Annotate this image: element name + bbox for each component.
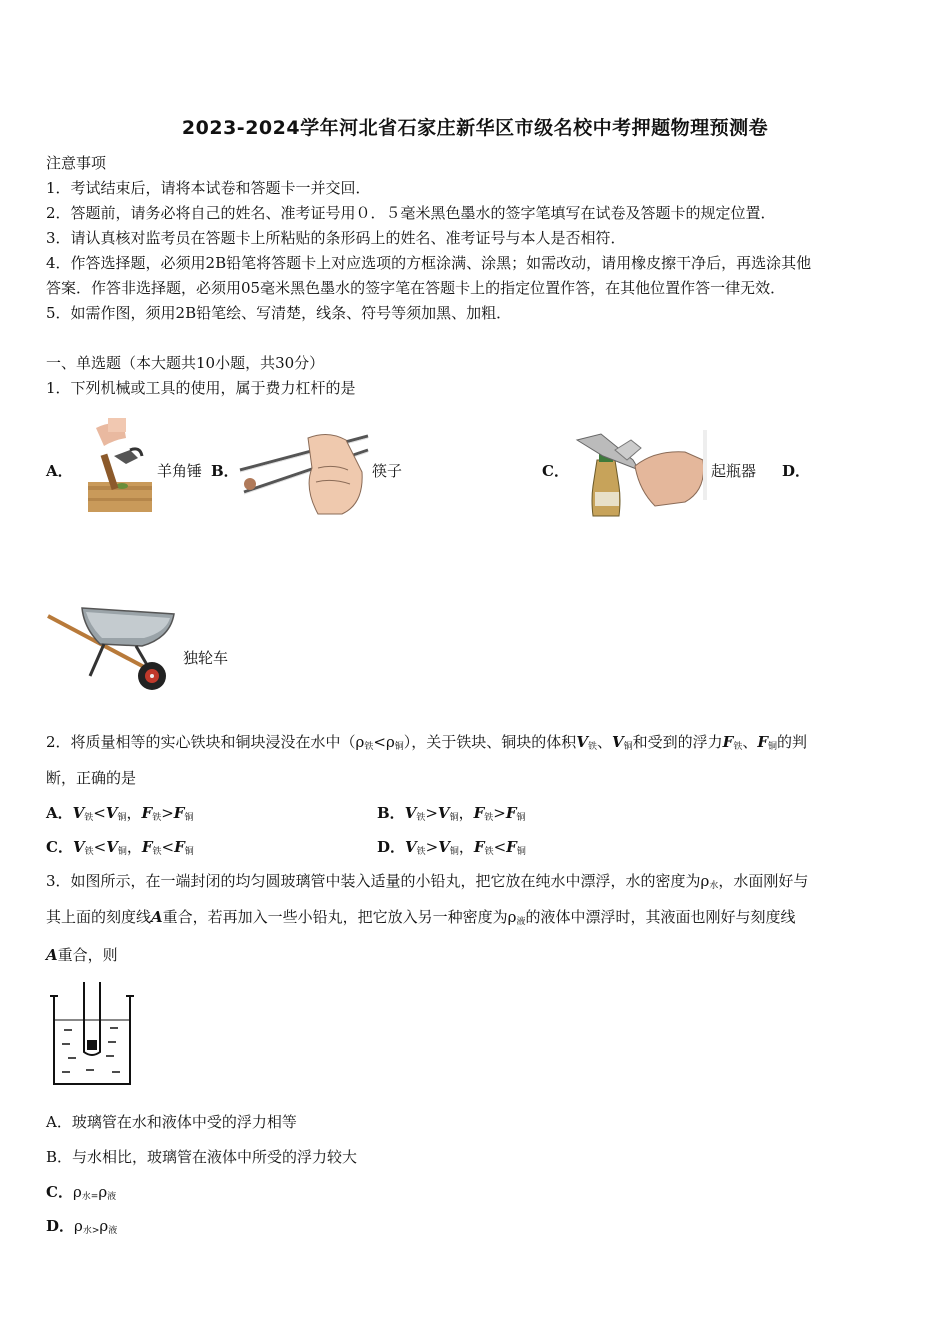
q2-var-v: V: [438, 838, 450, 856]
notice-item: 4．作答选择题，必须用2B铅笔将答题卡上对应选项的方框涂满、涂黑；如需改动，请用橡皮擦干净后，再选涂其他: [46, 254, 812, 272]
q1-option-a-label: 羊角锤: [157, 462, 203, 480]
q2-var-v: V: [72, 838, 85, 856]
notice-item: 3．请认真核对监考员在答题卡上所粘贴的条形码上的姓名、准考证号与本人是否相符．: [46, 229, 626, 247]
q3-stem-part: 重合，若再加入一些小铅丸，把它放入另一种密度为ρ: [162, 908, 517, 926]
q2-sub-copper: 铜: [117, 847, 127, 857]
question-2-stem: [46, 731, 807, 752]
q2-sub-iron: 铁: [84, 847, 94, 857]
q2-separator: 、: [596, 733, 612, 751]
q3-option-letter: D．: [46, 1217, 75, 1235]
q3-option-d: [46, 1215, 117, 1236]
q1-option-d-letter: D．: [782, 462, 811, 480]
q2-var-f: F: [473, 804, 485, 822]
q2-sub-iron: 铁: [484, 813, 494, 823]
q1-option-d-label: 独轮车: [183, 649, 229, 667]
q2-option-b: [377, 802, 526, 823]
q2-relation: <: [93, 838, 107, 856]
q3-relation: =: [90, 1192, 99, 1202]
q3-option-c: [46, 1181, 116, 1202]
q2-sub-iron: 铁: [84, 813, 94, 823]
q1-option-b-letter: B．: [211, 462, 239, 480]
q2-option-c: [46, 836, 194, 857]
q2-option-letter: B．: [377, 804, 405, 822]
q2-var-f: F: [141, 804, 153, 822]
q2-var-v: V: [611, 733, 624, 751]
q2-stem-part: 2．将质量相等的实心铁块和铜块浸没在水中（ρ: [46, 733, 365, 751]
question-3-stem-line2: [46, 906, 796, 927]
q2-sub-iron: 铁: [152, 813, 162, 823]
q3-sub: 水: [82, 1226, 92, 1236]
q2-option-letter: C．: [46, 838, 73, 856]
q2-separator: 、: [742, 733, 758, 751]
q2-sub-copper: 铜: [184, 813, 194, 823]
q2-var-f: F: [174, 838, 185, 856]
q2-relation: >: [425, 838, 439, 856]
q3-stem-part: 的液体中漂浮时，其液面也刚好与刻度线: [525, 908, 796, 926]
page-title: 2023-2024学年河北省石家庄新华区市级名校中考押题物理预测卷: [181, 117, 769, 139]
wheelbarrow-icon: [46, 602, 178, 694]
q2-var-v: V: [72, 804, 85, 822]
q2-relation: <: [93, 804, 106, 822]
q2-sub-copper: 铜: [184, 847, 194, 857]
q1-option-c-letter: C．: [542, 462, 569, 480]
question-2-stem-line2: 断，正确的是: [46, 769, 137, 787]
question-3-stem: [46, 870, 808, 891]
q2-relation: <: [161, 838, 175, 856]
q2-var-v: V: [576, 733, 588, 751]
q3-rho: ρ: [98, 1183, 108, 1201]
q3-sub: 液: [108, 1226, 118, 1236]
q2-sub-copper: 铜: [623, 742, 633, 752]
q2-var-f: F: [141, 838, 153, 856]
q2-sub-copper: 铜: [449, 847, 459, 857]
q2-var-f: F: [757, 733, 768, 751]
q3-stem-part: ，水面刚好与: [718, 872, 809, 890]
q3-rho: ρ: [74, 1217, 83, 1235]
q2-var-v: V: [105, 804, 118, 822]
q2-sub-iron: 铁: [152, 847, 162, 857]
notice-item: 2．答题前，请务必将自己的姓名、准考证号用０．５毫米黑色墨水的签字笔填写在试卷及答题卡的规定位置．: [46, 204, 776, 222]
q2-comma: ，: [458, 838, 474, 856]
q2-stem-part: ），关于铁块、铜块的体积: [403, 733, 577, 751]
q3-stem-part: 其上面的刻度线: [46, 908, 152, 926]
q2-var-f: F: [722, 733, 734, 751]
section-heading: 一、单选题（本大题共10小题，共30分）: [46, 354, 325, 372]
q2-sub-copper: 铜: [394, 742, 404, 752]
q3-mark-a: A: [151, 908, 163, 926]
q2-relation: >: [493, 804, 506, 822]
q2-sub-iron: 铁: [587, 742, 597, 752]
q3-relation: >: [91, 1226, 100, 1236]
q2-comma: ，: [126, 804, 142, 822]
q3-sub: 水: [709, 881, 719, 891]
q2-comma: ，: [458, 804, 474, 822]
floating-tube-diagram: [50, 982, 134, 1086]
q2-sub-copper: 铜: [516, 813, 526, 823]
q2-var-f: F: [505, 804, 517, 822]
q3-sub: 水: [81, 1192, 91, 1202]
q1-option-c-label: 起瓶器: [711, 462, 757, 480]
q2-sub-iron: 铁: [733, 742, 743, 752]
q1-option-b-label: 筷子: [372, 462, 403, 480]
question-1-stem: 1．下列机械或工具的使用，属于费力杠杆的是: [46, 379, 356, 397]
q2-relation: >: [161, 804, 174, 822]
bottle-opener-icon: [575, 430, 710, 518]
chopsticks-icon: [238, 428, 370, 516]
q2-option-a: [46, 802, 193, 823]
q3-sub: 液: [107, 1192, 117, 1202]
q2-option-letter: A．: [46, 804, 73, 822]
q2-stem-part: 和受到的浮力: [632, 733, 723, 751]
claw-hammer-icon: [86, 416, 156, 516]
q1-option-a-letter: A．: [46, 462, 73, 480]
q2-var-v: V: [437, 804, 450, 822]
notice-heading: 注意事项: [46, 154, 107, 172]
q2-var-v: V: [106, 838, 118, 856]
q2-sub-copper: 铜: [516, 847, 526, 857]
q2-sub-iron: 铁: [416, 813, 426, 823]
q3-rho: ρ: [72, 1183, 82, 1201]
q2-stem-part: <ρ: [373, 733, 395, 751]
q2-relation: <: [493, 838, 507, 856]
q3-sub: 液: [516, 917, 526, 927]
q3-rho: ρ: [99, 1217, 109, 1235]
notice-item: 5．如需作图，须用2B铅笔绘、写清楚，线条、符号等须加黑、加粗．: [46, 304, 512, 322]
q2-option-letter: D．: [377, 838, 406, 856]
q3-option-b: B．与水相比，玻璃管在液体中所受的浮力较大: [46, 1148, 358, 1166]
q2-sub-iron: 铁: [416, 847, 426, 857]
q2-var-f: F: [506, 838, 517, 856]
notice-item: 1．考试结束后，请将本试卷和答题卡一并交回．: [46, 179, 371, 197]
q3-option-a: A．玻璃管在水和液体中受的浮力相等: [46, 1113, 297, 1131]
notice-item: 答案．作答非选择题，必须用05毫米黑色墨水的签字笔在答题卡上的指定位置作答，在其他位置作答一律无效．: [46, 279, 786, 297]
q3-stem-part: 3．如图所示，在一端封闭的均匀圆玻璃管中装入适量的小铅丸，把它放在纯水中漂浮，水的密度为ρ: [46, 872, 710, 890]
q2-sub-copper: 铜: [768, 742, 778, 752]
question-3-stem-line3: [46, 944, 118, 965]
q2-relation: >: [425, 804, 438, 822]
q2-comma: ，: [126, 838, 142, 856]
q3-mark-a: A: [46, 946, 58, 964]
q2-sub-copper: 铜: [449, 813, 459, 823]
q3-option-letter: C．: [46, 1183, 73, 1201]
q2-option-d: [377, 836, 526, 857]
q2-stem-part: 的判: [777, 733, 808, 751]
q2-sub-iron: 铁: [364, 742, 374, 752]
q2-sub-copper: 铜: [117, 813, 127, 823]
q3-stem-part: 重合，则: [57, 946, 118, 964]
q2-var-f: F: [173, 804, 185, 822]
q2-sub-iron: 铁: [484, 847, 494, 857]
q2-var-v: V: [404, 804, 417, 822]
q2-var-f: F: [473, 838, 485, 856]
q2-var-v: V: [405, 838, 417, 856]
